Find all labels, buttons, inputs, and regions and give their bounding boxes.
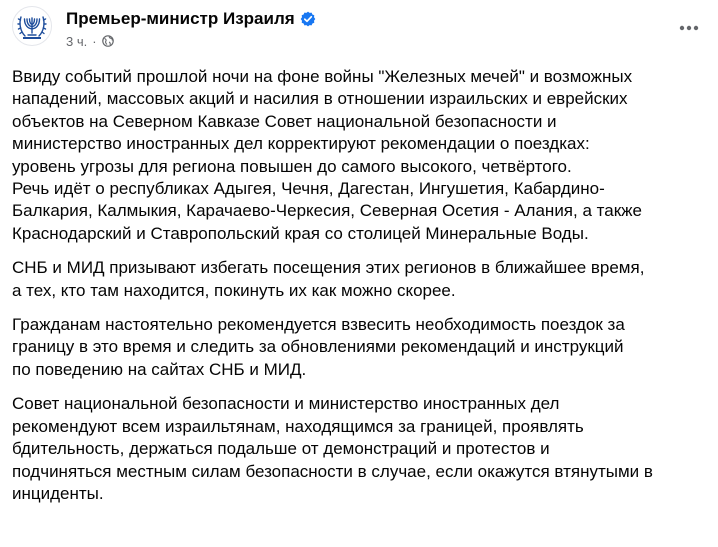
post-paragraph-1: Ввиду событий прошлой ночи на фоне войны "Железных мечей" и возможных нападений, массовых акций и насилия в отношении израильских и еврейских объектов на Северном Кавказе Совет национальной безопасности и министерство иностранных дел корректируют рекомендации о поездках: уровень угрозы для региона повышен до самого высокого, четвёртого. Речь идёт о республиках Адыгея, Чечня, Дагестан, Ингушетия, Кабардино- Балкария, Калмыкия, Карачаево-Черкесия, Северная Осетия - Алания, а также Краснодарский и Ставропольский края со столицей Минеральные Воды. xyxy=(12,67,642,243)
author-name[interactable]: Премьер-министр Израиля xyxy=(66,9,295,28)
globe-icon[interactable] xyxy=(102,35,114,47)
post-body xyxy=(12,66,712,517)
menorah-emblem-icon xyxy=(13,7,51,45)
post-paragraph-2: СНБ и МИД призывают избегать посещения этих регионов в ближайшее время, а тех, кто там находится, покинуть их как можно скорее. xyxy=(12,258,645,300)
post-paragraph-4: Совет национальной безопасности и министерство иностранных дел рекомендуют всем израильтянам, находящимся за границей, проявлять бдительность, держаться подальше от демонстраций и протестов и подчиняться местным силам безопасности в случае, если окажутся втянутыми в инциденты. xyxy=(12,394,653,503)
page-avatar[interactable] xyxy=(12,6,52,46)
verified-badge-icon xyxy=(300,11,316,27)
more-options-icon xyxy=(679,25,699,31)
post-meta xyxy=(66,32,114,50)
post-timestamp[interactable]: 3 ч. xyxy=(66,33,88,49)
more-options-button[interactable] xyxy=(671,10,707,46)
meta-separator: · xyxy=(92,33,97,49)
author-row xyxy=(66,8,316,30)
post-header xyxy=(0,0,718,60)
post-paragraph-3: Гражданам настоятельно рекомендуется взвесить необходимость поездок за границу в это время и следить за обновлениями рекомендаций и инструкций по поведению на сайтах СНБ и МИД. xyxy=(12,315,625,379)
